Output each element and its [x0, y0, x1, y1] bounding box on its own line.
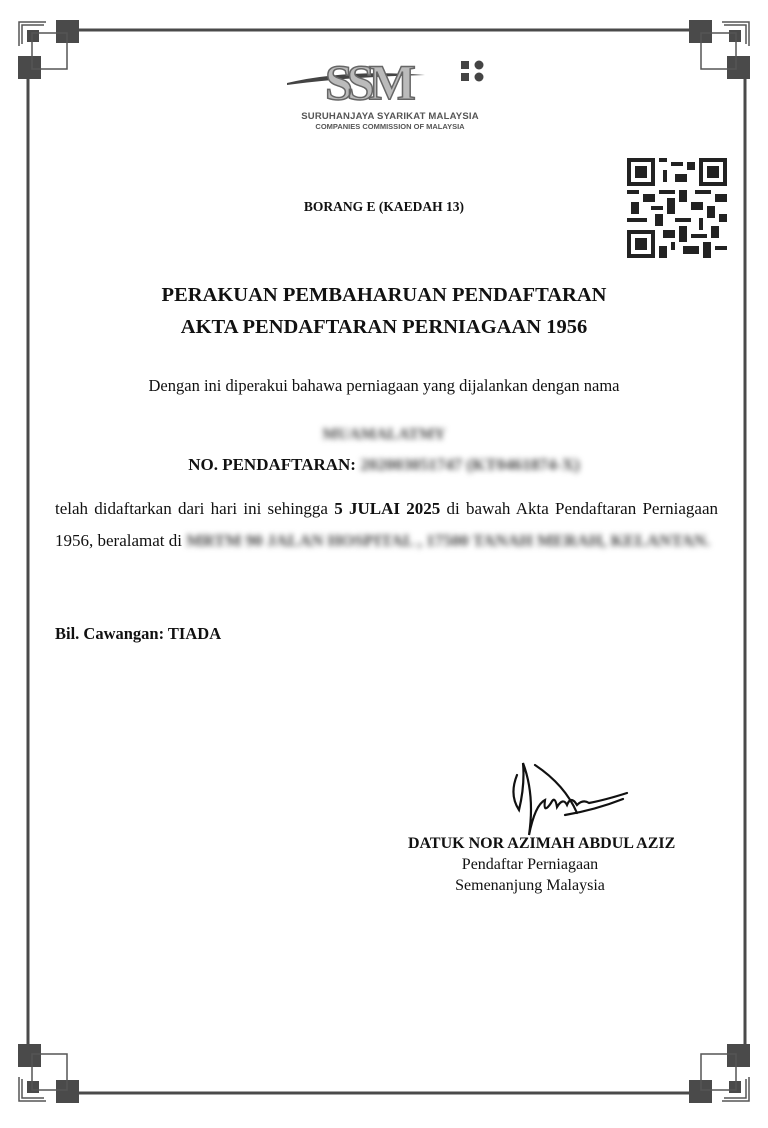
intro-text: Dengan ini diperakui bahawa perniagaan yang dijalankan dengan nama	[148, 376, 620, 395]
business-address: MRTM 90 JALAN HOSPITAL , 17500 TANAH MERAH, KELANTAN.	[186, 531, 711, 550]
branch-count: Bil. Cawangan: TIADA	[55, 624, 222, 643]
signature	[505, 755, 635, 845]
paragraph-text-2: di bawah Akta Pendaftaran Perniagaan 1956, beralamat di	[55, 499, 718, 550]
form-label: BORANG E (KAEDAH 13)	[303, 199, 465, 214]
registration-line	[0, 455, 768, 475]
signatory-name: DATUK NOR AZIMAH ABDUL AZIZ	[408, 835, 676, 852]
signatory-region: Semenanjung Malaysia	[455, 877, 605, 894]
ssm-logo-mark	[285, 55, 495, 103]
signatory-title: Pendaftar Perniagaan	[461, 856, 599, 873]
expiry-date: 5 JULAI 2025	[334, 499, 441, 518]
paragraph-text-1: telah didaftarkan dari hari ini sehingga	[55, 499, 335, 518]
certificate-title: PERAKUAN PEMBAHARUAN PENDAFTARAN	[161, 284, 607, 306]
business-name: MUAMALATMY	[322, 426, 446, 443]
registration-paragraph	[55, 493, 718, 557]
ssm-logo	[285, 55, 495, 131]
registration-number: 202003051747 (KT0461874-X)	[360, 455, 580, 474]
svg-text:SSM: SSM	[325, 55, 410, 103]
certificate-subtitle: AKTA PENDAFTARAN PERNIAGAAN 1956	[180, 316, 588, 338]
logo-text-malay: SURUHANJAYA SYARIKAT MALAYSIA	[301, 111, 479, 122]
logo-text-english: COMPANIES COMMISSION OF MALAYSIA	[315, 122, 465, 131]
registration-label: NO. PENDAFTARAN:	[188, 455, 356, 474]
